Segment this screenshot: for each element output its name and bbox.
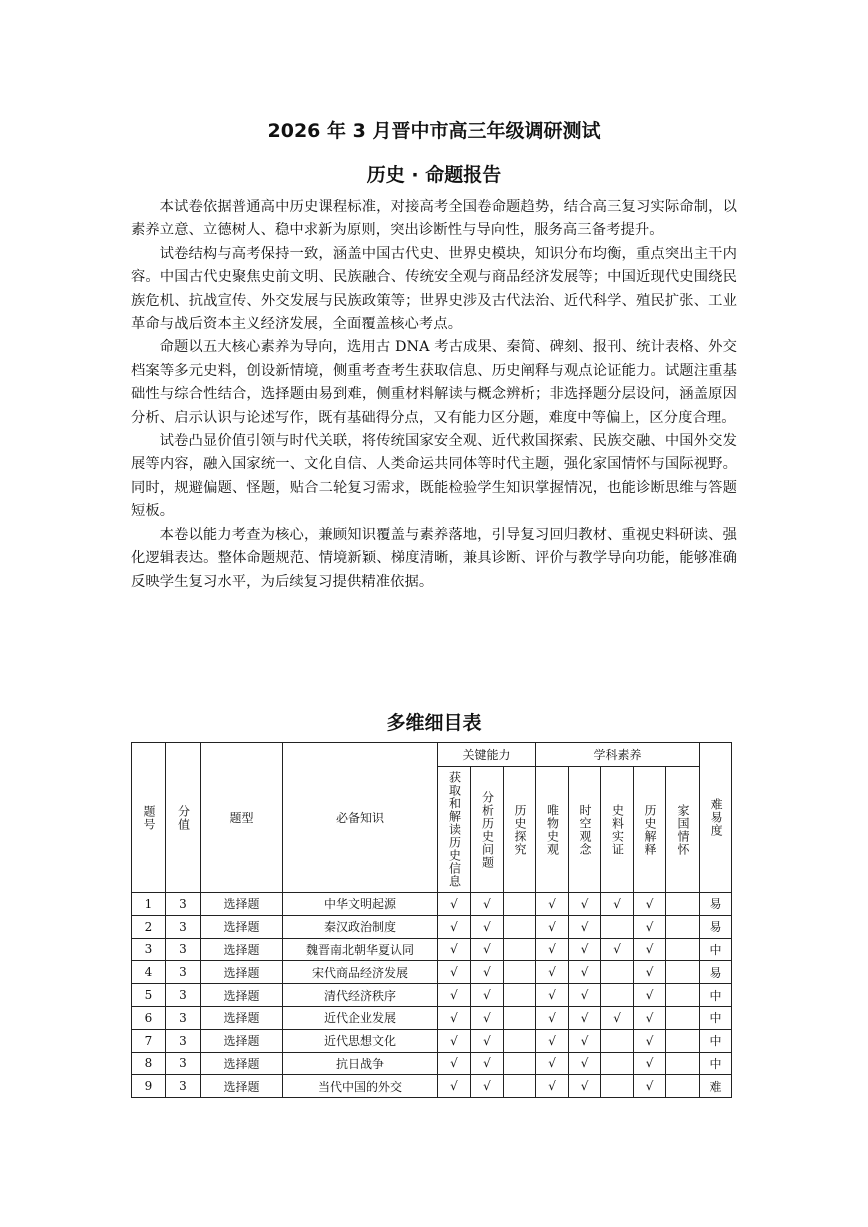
report-subtitle: 历史 · 命题报告 [366,164,502,186]
cell-type: 选择题 [201,938,283,961]
cell-check: √ [471,961,504,984]
cell-num: 5 [132,984,166,1007]
cell-check: √ [569,915,601,938]
cell-difficulty: 中 [700,938,732,961]
cell-check: √ [536,915,569,938]
cell-check: √ [601,893,634,916]
cell-difficulty: 易 [700,893,732,916]
cell-check: √ [536,938,569,961]
cell-type: 选择题 [201,1052,283,1075]
cell-check [504,938,536,961]
cell-check: √ [536,1052,569,1075]
paragraph: 本试卷依据普通高中历史课程标准，对接高考全国卷命题趋势，结合高三复习实际命制，以素养立意、立德树人、稳中求新为原则，突出诊断性与导向性，服务高三备考提升。 [131,199,737,239]
cell-difficulty: 中 [700,1006,732,1029]
cell-check: √ [536,1006,569,1029]
cell-score: 3 [166,961,201,984]
cell-score: 3 [166,893,201,916]
cell-check: √ [569,961,601,984]
cell-check [601,961,634,984]
cell-check [601,915,634,938]
cell-difficulty: 难 [700,1075,732,1098]
cell-score: 3 [166,1075,201,1098]
cell-knowledge: 宋代商品经济发展 [283,961,438,984]
table-row [132,915,732,938]
cell-check [504,1052,536,1075]
header-ability: 历史探究 [504,767,536,893]
cell-check: √ [634,1075,666,1098]
paragraph: 试卷结构与高考保持一致，涵盖中国古代史、世界史模块，知识分布均衡，重点突出主干内容。中国古代史聚焦史前文明、民族融合、传统安全观与商品经济发展等；中国近现代史围绕民族危机、抗战宣传、外交发展与民族政策等；世界史涉及古代法治、近代科学、殖民扩张、工业革命与战后资本主义经济发展，全面覆盖核心考点。 [131,245,737,333]
cell-knowledge: 魏晋南北朝华夏认同 [283,938,438,961]
cell-check: √ [438,915,471,938]
cell-check [666,961,700,984]
cell-score: 3 [166,984,201,1007]
cell-check: √ [569,893,601,916]
paragraph: 本卷以能力考查为核心，兼顾知识覆盖与素养落地，引导复习回归教材、重视史料研读、强化逻辑表达。整体命题规范、情境新颖、梯度清晰，兼具诊断、评价与教学导向功能，能够准确反映学生复习水平，为后续复习提供精准依据。 [131,526,737,590]
cell-type: 选择题 [201,1075,283,1098]
cell-check: √ [471,915,504,938]
cell-check: √ [438,1029,471,1052]
cell-check: √ [634,984,666,1007]
report-title: 2026 年 3 月晋中市高三年级调研测试 [267,120,601,142]
cell-knowledge: 清代经济秩序 [283,984,438,1007]
cell-check: √ [471,938,504,961]
cell-knowledge: 近代思想文化 [283,1029,438,1052]
cell-check: √ [438,1006,471,1029]
cell-check: √ [569,984,601,1007]
header-literacy: 时空观念 [569,767,601,893]
cell-type: 选择题 [201,1006,283,1029]
cell-check: √ [471,893,504,916]
header-literacy: 史料实证 [601,767,634,893]
cell-check [601,1029,634,1052]
header-ability: 获取和解读历史信息 [438,767,471,893]
table-row [132,938,732,961]
cell-check: √ [438,1052,471,1075]
paragraph: 试卷凸显价值引领与时代关联，将传统国家安全观、近代救国探索、民族交融、中国外交发展等内容，融入国家统一、文化自信、人类命运共同体等时代主题，强化家国情怀与国际视野。同时，规避偏题、怪题，贴合二轮复习需求，既能检验学生知识掌握情况，也能诊断思维与答题短板。 [131,433,737,520]
cell-check: √ [536,961,569,984]
cell-check [666,938,700,961]
header-type: 题型 [201,743,283,893]
cell-check [666,1006,700,1029]
cell-score: 3 [166,1029,201,1052]
header-group-ability: 关键能力 [438,743,536,767]
cell-check: √ [634,938,666,961]
cell-num: 4 [132,961,166,984]
cell-check: √ [601,938,634,961]
cell-check [666,1029,700,1052]
cell-check: √ [438,961,471,984]
table-row [132,1052,732,1075]
cell-score: 3 [166,1052,201,1075]
cell-score: 3 [166,915,201,938]
cell-check: √ [569,1006,601,1029]
cell-check [504,893,536,916]
cell-check: √ [634,1029,666,1052]
cell-score: 3 [166,1006,201,1029]
cell-check: √ [569,1052,601,1075]
table-row [132,1075,732,1098]
cell-num: 2 [132,915,166,938]
cell-check: √ [438,893,471,916]
cell-check: √ [569,938,601,961]
cell-num: 8 [132,1052,166,1075]
cell-check [504,1029,536,1052]
cell-check [504,961,536,984]
cell-check: √ [471,984,504,1007]
header-literacy: 历史解释 [634,767,666,893]
cell-check [666,915,700,938]
cell-type: 选择题 [201,893,283,916]
cell-check: √ [634,915,666,938]
cell-num: 3 [132,938,166,961]
cell-difficulty: 中 [700,984,732,1007]
cell-num: 9 [132,1075,166,1098]
cell-knowledge: 中华文明起源 [283,893,438,916]
cell-num: 1 [132,893,166,916]
header-score: 分值 [166,743,201,893]
cell-check [504,915,536,938]
table-row [132,1006,732,1029]
header-group-literacy: 学科素养 [536,743,700,767]
cell-score: 3 [166,938,201,961]
specification-table [131,742,732,1098]
cell-check: √ [634,1052,666,1075]
cell-type: 选择题 [201,961,283,984]
cell-check [601,1075,634,1098]
cell-check: √ [471,1075,504,1098]
table-title: 多维细目表 [386,712,482,734]
cell-check: √ [536,984,569,1007]
cell-check [504,1006,536,1029]
cell-check: √ [471,1052,504,1075]
header-num: 题号 [132,743,166,893]
cell-knowledge: 抗日战争 [283,1052,438,1075]
intro-text [131,196,737,594]
cell-check: √ [471,1029,504,1052]
cell-type: 选择题 [201,984,283,1007]
cell-check [666,1075,700,1098]
cell-check [666,1052,700,1075]
cell-type: 选择题 [201,1029,283,1052]
cell-check: √ [536,893,569,916]
cell-check: √ [569,1075,601,1098]
cell-knowledge: 当代中国的外交 [283,1075,438,1098]
header-ability: 分析历史问题 [471,767,504,893]
cell-check: √ [438,938,471,961]
cell-difficulty: 中 [700,1029,732,1052]
paragraph: 命题以五大核心素养为导向，选用古 DNA 考古成果、秦简、碑刻、报刊、统计表格、外交档案等多元史料，创设新情境，侧重考查考生获取信息、历史阐释与观点论证能力。试题注重基础性与综合性结合，选择题由易到难，侧重材料解读与概念辨析；非选择题分层设问，涵盖原因分析、启示认识与论述写作，既有基础得分点，又有能力区分题，难度中等偏上，区分度合理。 [131,339,737,426]
cell-check: √ [634,961,666,984]
table-row [132,1029,732,1052]
header-literacy: 唯物史观 [536,767,569,893]
cell-check: √ [438,984,471,1007]
cell-knowledge: 近代企业发展 [283,1006,438,1029]
cell-num: 7 [132,1029,166,1052]
cell-num: 6 [132,1006,166,1029]
cell-check [601,984,634,1007]
header-knowledge: 必备知识 [283,743,438,893]
header-difficulty: 难易度 [700,743,732,893]
cell-difficulty: 中 [700,1052,732,1075]
cell-check: √ [536,1075,569,1098]
cell-difficulty: 易 [700,961,732,984]
cell-check [601,1052,634,1075]
cell-check [666,984,700,1007]
table-row [132,893,732,916]
cell-type: 选择题 [201,915,283,938]
table-row [132,984,732,1007]
cell-check: √ [536,1029,569,1052]
cell-check: √ [438,1075,471,1098]
table-row [132,961,732,984]
cell-check: √ [471,1006,504,1029]
cell-check [666,893,700,916]
cell-knowledge: 秦汉政治制度 [283,915,438,938]
cell-check: √ [601,1006,634,1029]
cell-check [504,1075,536,1098]
header-literacy: 家国情怀 [666,767,700,893]
cell-check [504,984,536,1007]
cell-difficulty: 易 [700,915,732,938]
cell-check: √ [569,1029,601,1052]
cell-check: √ [634,1006,666,1029]
cell-check: √ [634,893,666,916]
